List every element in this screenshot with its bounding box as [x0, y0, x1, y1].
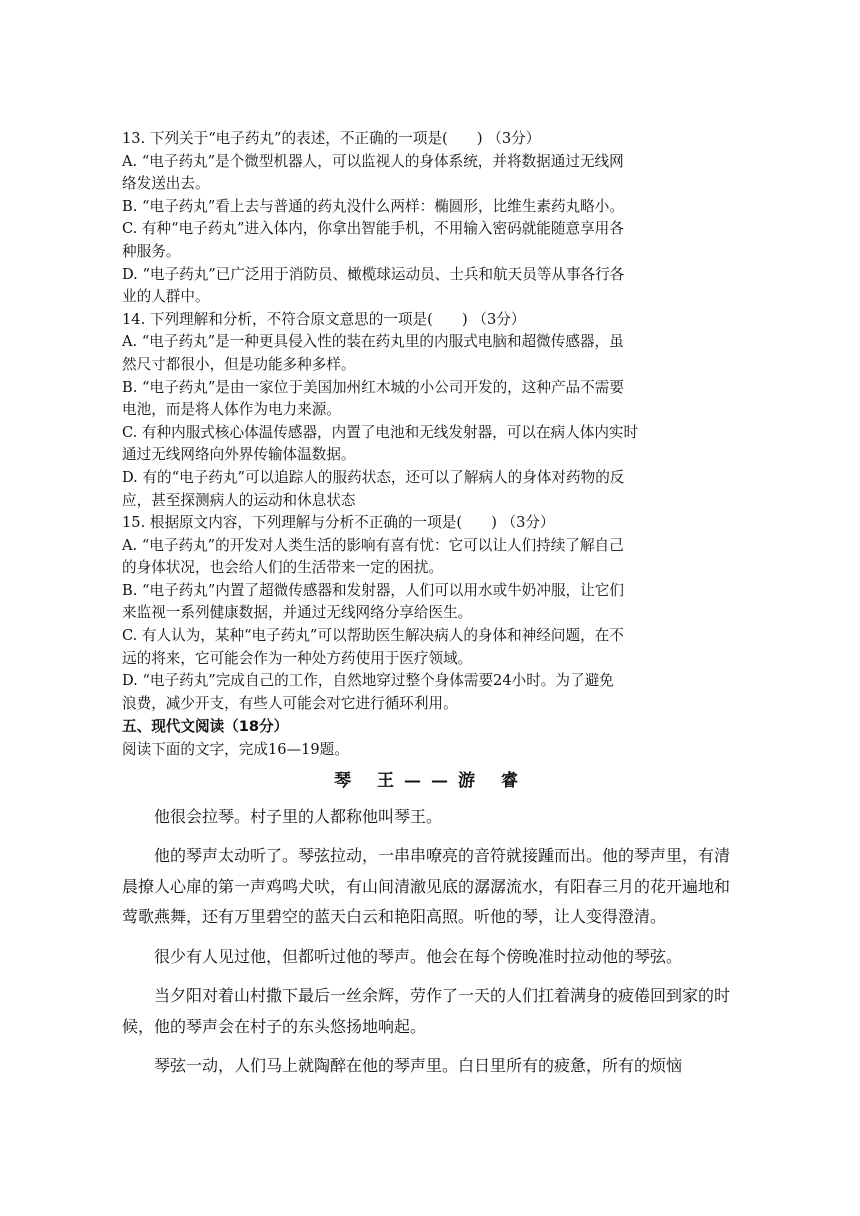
section-instruction: 阅读下面的文字，完成16—19题。 — [122, 741, 349, 759]
question-13-option-c-cont: 种服务。 — [122, 242, 181, 260]
article-paragraph: 当夕阳对着山村撒下最后一丝余辉，劳作了一天的人们扛着满身的疲倦回到家的时候，他的琴声会在村子的东头悠扬地响起。 — [122, 986, 731, 1036]
question-14-option-c: C. 有种内服式核心体温传感器，内置了电池和无线发射器，可以在病人体内实时 — [122, 423, 639, 441]
article-title: 琴 王——游 睿 — [334, 770, 528, 791]
question-14-option-a-cont: 然尺寸都很小，但是功能多种多样。 — [122, 355, 356, 373]
question-15-option-b: B. “电子药丸”内置了超微传感器和发射器，人们可以用水或牛奶冲服，让它们 — [122, 581, 624, 599]
question-14-option-a: A. “电子药丸”是一种更具侵入性的装在药丸里的内服式电脑和超微传感器，虽 — [122, 333, 624, 351]
question-13-option-d-cont: 业的人群中。 — [122, 288, 210, 306]
question-15-option-a-cont: 的身体状况，也会给人们的生活带来一定的困扰。 — [122, 559, 444, 577]
question-13-option-a-cont: 络发送出去。 — [122, 175, 210, 193]
question-13-option-b: B. “电子药丸”看上去与普通的药丸没什么两样：椭圆形，比维生素药丸略小。 — [122, 197, 624, 215]
section-heading: 五、现代文阅读（18分） — [122, 718, 289, 736]
question-14-option-b: B. “电子药丸”是由一家位于美国加州红木城的小公司开发的，这种产品不需要 — [122, 378, 624, 396]
article-paragraph: 很少有人见过他，但都听过他的琴声。他会在每个傍晚准时拉动他的琴弦。 — [154, 946, 683, 966]
question-13-option-d: D. “电子药丸”已广泛用于消防员、橄榄球运动员、士兵和航天员等从事各行各 — [122, 265, 625, 283]
question-15-option-c: C. 有人认为，某种“电子药丸”可以帮助医生解决病人的身体和神经问题，在不 — [122, 627, 624, 645]
question-14-stem: 14. 下列理解和分析，不符合原文意思的一项是( ) （3分） — [122, 310, 526, 328]
question-13 — [122, 128, 740, 309]
question-15-option-d-cont: 浪费，减少开支，有些人可能会对它进行循环利用。 — [122, 694, 458, 712]
article-paragraph: 他的琴声太动听了。琴弦拉动，一串串嘹亮的音符就接踵而出。他的琴声里，有清晨撩人心扉的第一声鸡鸣犬吠，有山间清澈见底的潺潺流水，有阳春三月的花开遍地和莺歌燕舞，还有万里碧空的蓝天白云和艳阳高照。听他的琴，让人变得澄清。 — [122, 846, 731, 927]
question-14 — [122, 309, 740, 512]
page-content — [122, 128, 740, 1091]
question-15-option-a: A. “电子药丸”的开发对人类生活的影响有喜有忧：它可以让人们持续了解自己 — [122, 536, 624, 554]
question-14-option-c-cont: 通过无线网络向外界传输体温数据。 — [122, 446, 356, 464]
question-15-option-c-cont: 远的将来，它可能会作为一种处方药使用于医疗领域。 — [122, 649, 473, 667]
question-15-option-d: D. “电子药丸”完成自己的工作，自然地穿过整个身体需要24小时。为了避免 — [122, 672, 614, 690]
question-13-stem: 13. 下列关于“电子药丸”的表述，不正确的一项是( ) （3分） — [122, 130, 541, 147]
question-15-stem: 15. 根据原文内容，下列理解与分析不正确的一项是( ) （3分） — [122, 514, 555, 532]
question-14-option-d: D. 有的“电子药丸”可以追踪人的服药状态，还可以了解病人的身体对药物的反 — [122, 468, 625, 486]
question-15-option-b-cont: 来监视一系列健康数据，并通过无线网络分享给医生。 — [122, 604, 473, 622]
question-15 — [122, 512, 740, 715]
question-14-option-b-cont: 电池，而是将人体作为电力来源。 — [122, 401, 341, 419]
question-14-option-d-cont: 应，甚至探测病人的运动和休息状态 — [122, 491, 356, 509]
question-13-option-c: C. 有种“电子药丸”进入体内，你拿出智能手机，不用输入密码就能随意享用各 — [122, 220, 624, 238]
article-paragraph: 他很会拉琴。村子里的人都称他叫琴王。 — [154, 806, 443, 826]
article-paragraph: 琴弦一动，人们马上就陶醉在他的琴声里。白日里所有的疲惫，所有的烦恼 — [154, 1056, 683, 1076]
question-13-option-a: A. “电子药丸”是个微型机器人，可以监视人的身体系统，并将数据通过无线网 — [122, 152, 624, 170]
